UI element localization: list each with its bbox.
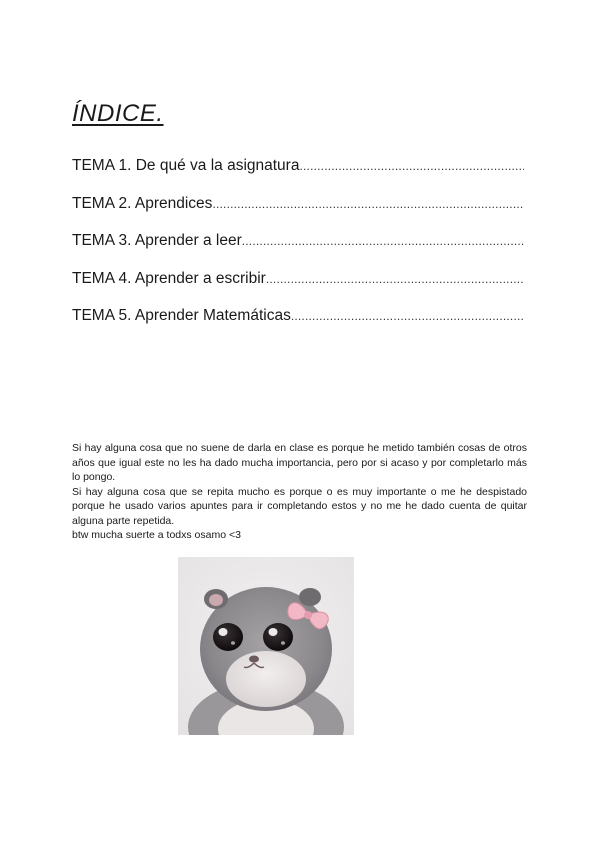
toc-item-label: TEMA 1. De qué va la asignatura xyxy=(72,157,300,174)
notes-block xyxy=(72,441,527,543)
note-paragraph: Si hay alguna cosa que no suene de darla en clase es porque he metido también cosas de otros años que igual este no les ha dado mucha importancia, pero por si acaso y por completarlo más lo pongo. xyxy=(72,442,527,483)
toc-item-label: TEMA 4. Aprender a escribir xyxy=(72,269,266,287)
toc-item xyxy=(72,232,524,270)
toc-item-label: TEMA 5. Aprender Matemáticas xyxy=(72,307,291,324)
toc-item xyxy=(72,195,524,233)
toc-item-label: TEMA 2. Aprendices xyxy=(72,194,213,212)
toc-leader-dots xyxy=(299,159,524,173)
toc-leader-dots xyxy=(212,197,524,211)
toc-item xyxy=(72,307,524,345)
toc-item xyxy=(72,270,524,308)
note-paragraph: btw mucha suerte a todxs osamo <3 xyxy=(72,529,241,541)
toc-item xyxy=(72,157,524,195)
toc-item-label: TEMA 3. Aprender a leer xyxy=(72,232,242,249)
hamster-image xyxy=(178,557,354,735)
toc-leader-dots xyxy=(266,272,524,286)
toc-leader-dots xyxy=(242,234,524,248)
page-title: ÍNDICE. xyxy=(72,100,164,127)
toc-leader-dots xyxy=(291,309,524,323)
table-of-contents xyxy=(72,157,524,345)
note-paragraph: Si hay alguna cosa que se repita mucho es porque o es muy importante o me he despistado porque he usado varios apuntes para ir completando estos y no me he dado cuenta de quitar alguna parte repetida. xyxy=(72,485,527,527)
